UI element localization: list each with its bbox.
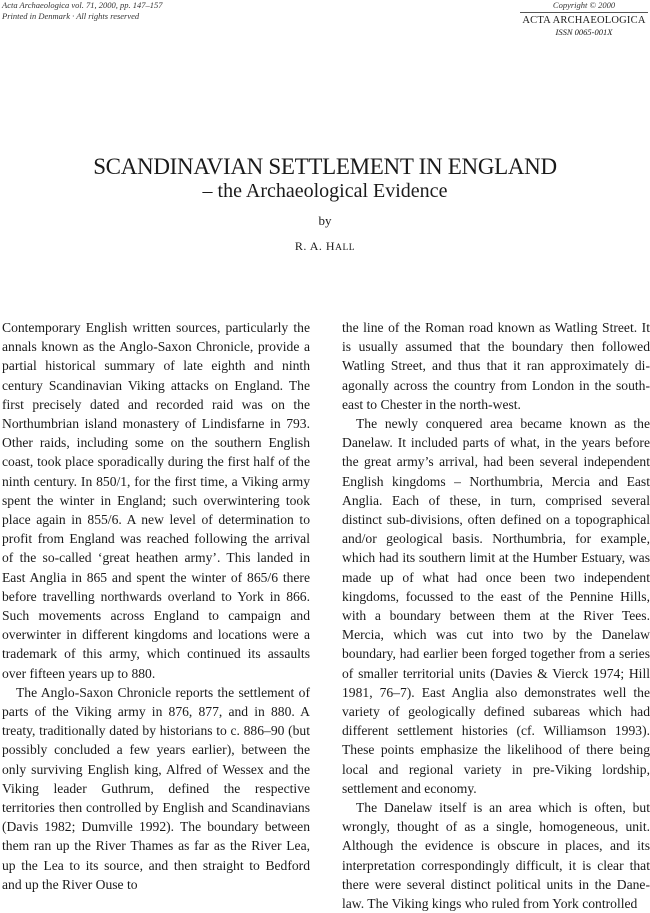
author-surname-smallcaps: ALL [335, 243, 356, 253]
paragraph: The Danelaw itself is an area which is often, but wrongly, thought of as a single, homogeneous, unit. Although the evidence is obscure in places, and its interpretation correspondingly difficult, it is clear that there were several distinct political units in the Danelaw. The Viking kings who ruled from York controlled [342, 800, 650, 912]
journal-block [520, 0, 648, 37]
citation-line: Acta Archaeologica vol. 71, 2000, pp. 147–157 [2, 0, 163, 10]
author-initials: R. A. H [294, 239, 336, 253]
right-column [342, 318, 650, 913]
copyright-notice: Copyright © 2000 [520, 0, 648, 13]
author-name [0, 237, 650, 257]
printing-notice: Printed in Denmark · All rights reserved [2, 11, 140, 21]
left-column [2, 318, 310, 894]
paragraph: The Anglo-Saxon Chronicle reports the settlement of parts of the Viking army in 876, 877, and in 880. A treaty, traditionally dated by historians to c. 886–90 (but possibly concluded a few years earlier), between the only surviving English king, Alfred of Wessex and the Viking leader Guthrum, defined the respective territories then controlled by English and Scandinavians (Davis 1982; Dumville 1992). The boundary between them ran up the River Thames as far as the River Lea, up the Lea to its source, and then straight to Bedford and up the River Ouse to [2, 684, 310, 892]
byline-by: by [318, 213, 332, 228]
paragraph: Contemporary English written sources, particularly the annals known as the Anglo-Saxon Chronicle, provide a partial historical summary of late eighth and ninth century Scandinavian Viking attacks on England. The first precisely dated and recorded raid was on the Northumbrian island monastery of Lindisfarne in 793. Other raids, including some on the southern English coast, took place sporadically during the first half of the ninth century. In 850/1, for the first time, a Viking army spent the winter in England; such overwintering took place again in 855/6. A new level of determination to profit from England was reached following the arrival of the so-called ‘great heathen army’. This landed in East Anglia in 865 and spent the winter of 865/6 there before travelling northwards overland to York in 866. Such movements across England to campaign and overwinter in different kingdoms and locations were a trademark of this army, which continued its assaults over fifteen years up to 880. [2, 320, 310, 681]
journal-name: ACTA ARCHAEOLOGICA [522, 15, 646, 26]
paragraph: The newly conquered area became known as the Danelaw. It included parts of what, in the years before the great army’s arrival, had been several independent English kingdoms – Northumbria, Mercia and East Anglia. Each of these, in turn, comprised several distinct sub-divisions, often defined on a topographical and/or geological basis. Northumbria, for example, which had its southern limit at the Humber Estuary, was made up of what had once been two independent kingdoms, focussed to the east of the Pennine Hills, with a boundary between them at the River Tees. Mercia, which was cut into two by the Danelaw boundary, had earlier been forged together from a series of smaller territorial units (Davies & Vierck 1974; Hill 1981, 76–7). East Anglia also demonstrates well the variety of geologically defined subareas which had different settlement histories (cf. Williamson 1993). These points emphasize the likelihood of there being local and regional variety in pre-Viking lordship, settlement and economy. [342, 416, 650, 796]
article-title: SCANDINAVIAN SETTLEMENT IN ENGLAND [93, 154, 557, 179]
issn: ISSN 0065-001X [555, 27, 613, 37]
article-subtitle: – the Archaeological Evidence [202, 180, 448, 202]
paragraph: the line of the Roman road known as Watling Street. It is usually assumed that the boundary then followed Watling Street, and thus that it ran approximately diagonally across the country from London in the south-east to Chester in the north-west. [342, 320, 650, 412]
citation-block [2, 0, 163, 22]
